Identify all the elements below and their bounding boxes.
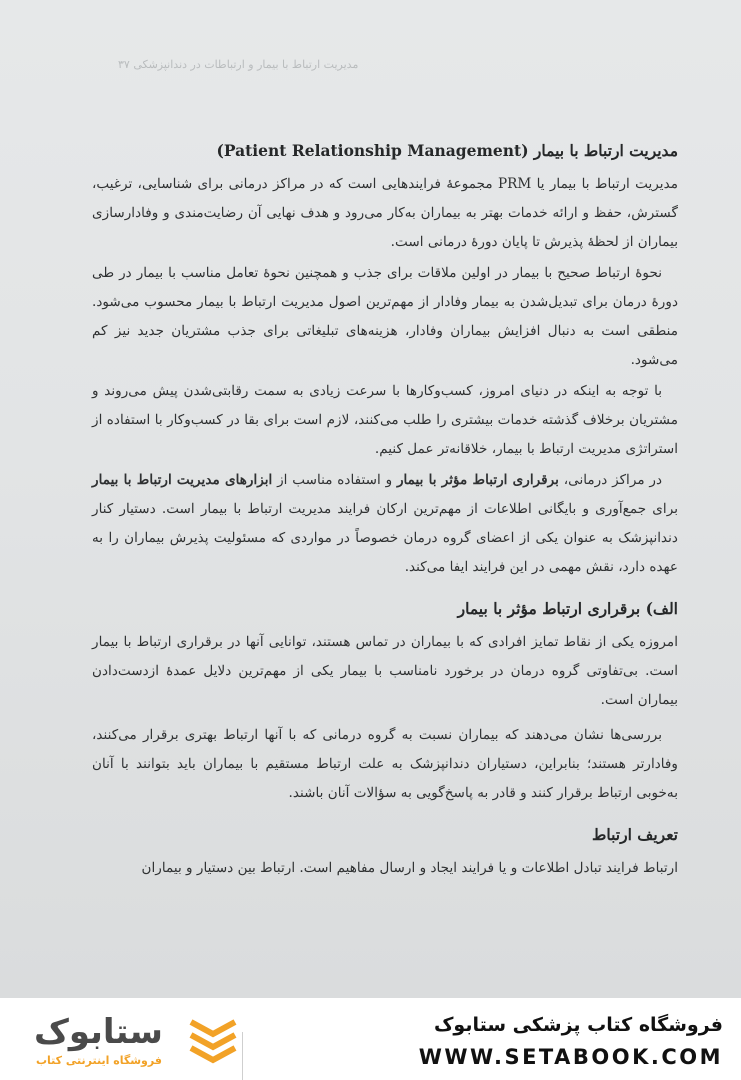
logo-divider <box>242 1032 243 1080</box>
text-run: و استفاده مناسب از <box>272 472 397 488</box>
store-name: فروشگاه کتاب پزشکی ستابوک <box>433 1014 723 1036</box>
setabook-logo[interactable] <box>30 1012 260 1072</box>
paragraph: نحوۀ ارتباط صحیح با بیمار در اولین ملاقات برای جذب و همچنین نحوۀ تعامل مناسب با بیمار در طی دورۀ درمان برای تبدیل‌شدن به بیمار وفادار از مهم‌ترین اصول مدیریت ارتباط با بیمار محسوب می‌شود. منطقی است به دنبال افزایش بیماران وفادار، هزینه‌های تبلیغاتی برای جذب مشتریان جدید نیز کم می‌شود. <box>92 265 678 368</box>
paragraph <box>92 466 678 582</box>
bold-term: برقراری ارتباط مؤثر با بیمار <box>396 472 559 488</box>
paragraph: ارتباط فرایند تبادل اطلاعات و یا فرایند ایجاد و ارسال مفاهیم است. ارتباط بین دستیار و بیماران <box>141 860 678 876</box>
paragraph: امروزه یکی از نقاط تمایز افرادی که با بیماران در تماس هستند، توانایی آنها در برقراری ارتباط با بیمار است. بی‌تفاوتی گروه درمان در برخورد نامناسب با بیمار یکی از مهم‌ترین دلایل عمدۀ ازدست‌دادن بیماران است. <box>92 634 678 708</box>
paragraph: مدیریت ارتباط با بیمار یا PRM مجموعۀ فرایندهایی است که در مراکز درمانی برای شناسایی، ترغیب، گسترش، حفظ و ارائه خدمات بهتر به بیماران به‌کار می‌رود و هدف نهایی آن رضایت‌مندی و وفادارسازی بیماران از لحظۀ پذیرش تا پایان دورۀ درمانی است. <box>92 176 678 250</box>
section-heading-prm: مدیریت ارتباط با بیمار (Patient Relationship Management) <box>216 141 678 160</box>
paragraph: بررسی‌ها نشان می‌دهند که بیماران نسبت به گروه درمانی که با آنها ارتباط بهتری برقرار می‌کنند، وفادارتر هستند؛ بنابراین، دستیاران دندانپزشک به علت ارتباط مستقیم با بیماران باید بتوانند با آنان به‌خوبی ارتباط برقرار کنند و قادر به پاسخ‌گویی به سؤالات آنان باشند. <box>92 727 678 801</box>
text-run: در مراکز درمانی، <box>558 472 663 488</box>
text-run: برای جمع‌آوری و بایگانی اطلاعات از مهم‌ترین ارکان فرایند مدیریت ارتباط با بیمار است. دستیار کنار دندانپزشک به عنوان یکی از اعضای گروه درمان خصوصاً در مواردی که مسئولیت پذیرش بیماران را به عهده دارد، نقش مهمی در این فرایند ایفا می‌کند. <box>92 501 678 575</box>
store-footer <box>0 998 741 1080</box>
section-heading-effective-communication: الف) برقراری ارتباط مؤثر با بیمار <box>457 599 678 618</box>
chevron-stack-icon <box>188 1018 238 1064</box>
section-heading-definition: تعریف ارتباط <box>592 825 678 844</box>
paragraph: با توجه به اینکه در دنیای امروز، کسب‌وکارها با سرعت زیادی به سمت رقابتی‌شدن پیش می‌روند و مشتریان برخلاف گذشته خدمات بیشتری را طلب می‌کنند، لازم است برای بقا در کسب‌وکار با استفاده از استراتژی مدیریت ارتباط با بیمار، خلاقانه‌تر عمل کنیم. <box>92 383 678 457</box>
logo-tagline: فروشگاه اینترنتی کتاب <box>36 1054 162 1067</box>
bold-term: ابزارهای مدیریت ارتباط با بیمار <box>92 472 273 488</box>
running-header: مدیریت ارتباط با بیمار و ارتباطات در دندانپزشکی ۳۷ <box>118 58 359 71</box>
logo-wordmark: ستابوک <box>34 1012 163 1052</box>
page-content <box>92 138 678 885</box>
store-url-link[interactable]: WWW.SETABOOK.COM <box>418 1045 723 1069</box>
